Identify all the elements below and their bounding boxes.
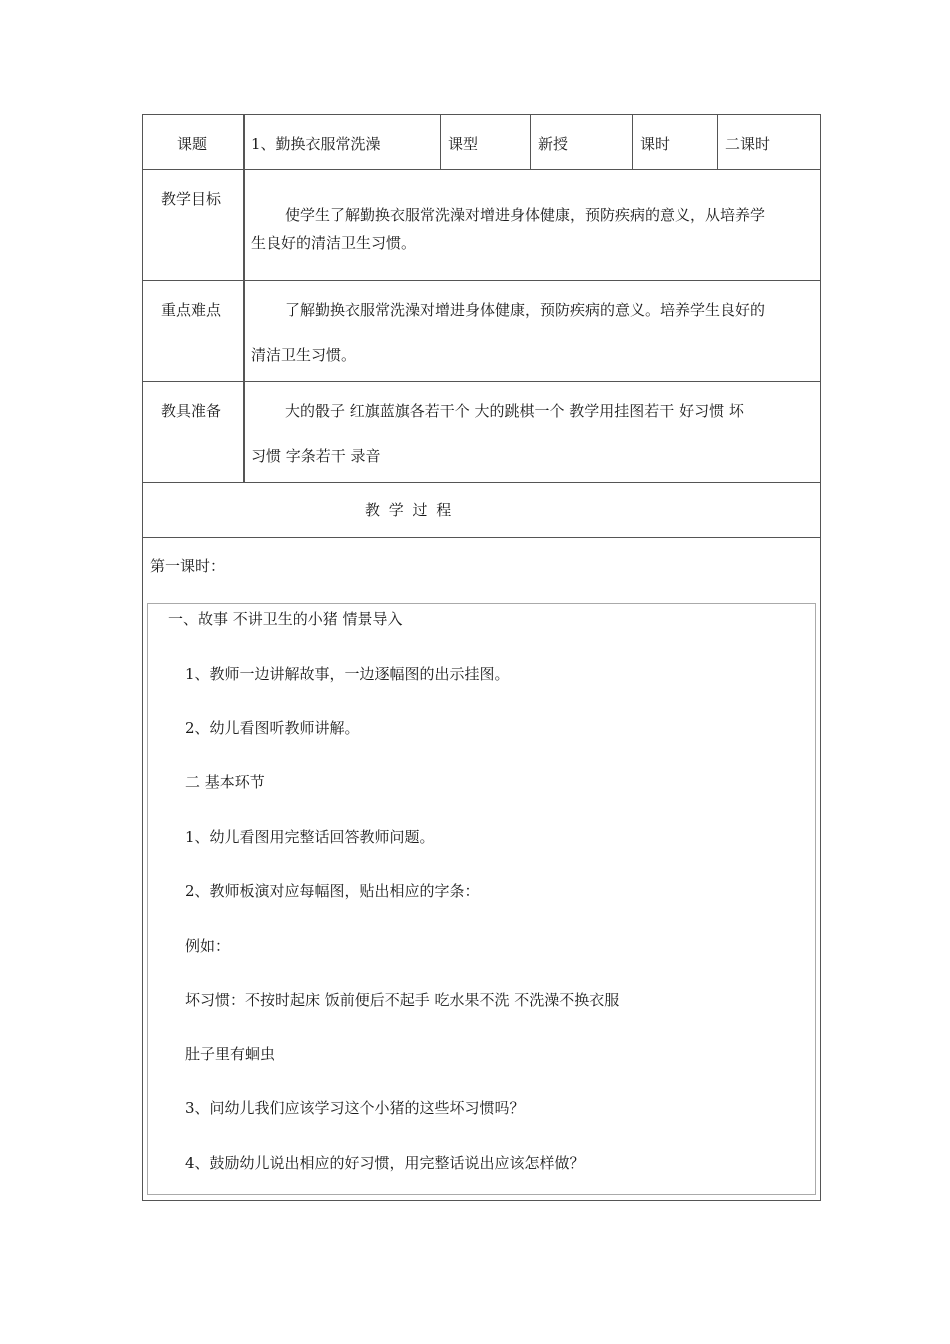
session-title: 第一课时： bbox=[150, 557, 226, 575]
col-divider bbox=[440, 114, 441, 169]
process-step: 一、故事 不讲卫生的小猪 情景导入 bbox=[168, 610, 403, 628]
materials-line1: 大的骰子 红旗蓝旗各若干个 大的跳棋一个 教学用挂图若干 好习惯 坏 bbox=[285, 402, 744, 420]
process-step: 肚子里有蛔虫 bbox=[185, 1045, 276, 1063]
class-hours-label: 课时 bbox=[640, 135, 671, 153]
materials-label: 教具准备 bbox=[161, 402, 222, 420]
key-points-line1: 了解勤换衣服常洗澡对增进身体健康，预防疾病的意义。培养学生良好的 bbox=[285, 301, 766, 319]
row-divider bbox=[142, 482, 821, 483]
process-step: 坏习惯：不按时起床 饭前便后不起手 吃水果不洗 不洗澡不换衣服 bbox=[185, 991, 620, 1009]
col-divider bbox=[530, 114, 531, 169]
process-step: 例如： bbox=[185, 937, 231, 955]
materials-line2: 习惯 字条若干 录音 bbox=[251, 447, 381, 465]
process-step: 3、问幼儿我们应该学习这个小猪的这些坏习惯吗？ bbox=[185, 1099, 525, 1117]
process-step: 二 基本环节 bbox=[185, 773, 265, 791]
goals-label: 教学目标 bbox=[161, 190, 222, 208]
col-divider bbox=[632, 114, 633, 169]
lesson-type-value: 新授 bbox=[538, 135, 569, 153]
label-column-divider bbox=[243, 114, 245, 482]
subject-value: 1、勤换衣服常洗澡 bbox=[251, 135, 381, 153]
process-step: 2、教师板演对应每幅图，贴出相应的字条： bbox=[185, 882, 480, 900]
process-step: 4、鼓励幼儿说出相应的好习惯，用完整话说出应该怎样做？ bbox=[185, 1154, 585, 1172]
goals-text-line2: 生良好的清洁卫生习惯。 bbox=[251, 234, 417, 252]
col-divider bbox=[717, 114, 718, 169]
key-points-label: 重点难点 bbox=[161, 301, 222, 319]
lesson-type-label: 课型 bbox=[448, 135, 479, 153]
process-step: 1、教师一边讲解故事，一边逐幅图的出示挂图。 bbox=[185, 665, 510, 683]
process-heading: 教 学 过 程 bbox=[365, 501, 454, 519]
key-points-line2: 清洁卫生习惯。 bbox=[251, 346, 357, 364]
process-step: 1、幼儿看图用完整话回答教师问题。 bbox=[185, 828, 435, 846]
row-divider bbox=[142, 537, 821, 538]
goals-text-line1: 使学生了解勤换衣服常洗澡对增进身体健康，预防疾病的意义，从培养学 bbox=[285, 206, 766, 224]
class-hours-value: 二课时 bbox=[725, 135, 771, 153]
subject-label: 课题 bbox=[177, 135, 208, 153]
process-step: 2、幼儿看图听教师讲解。 bbox=[185, 719, 360, 737]
